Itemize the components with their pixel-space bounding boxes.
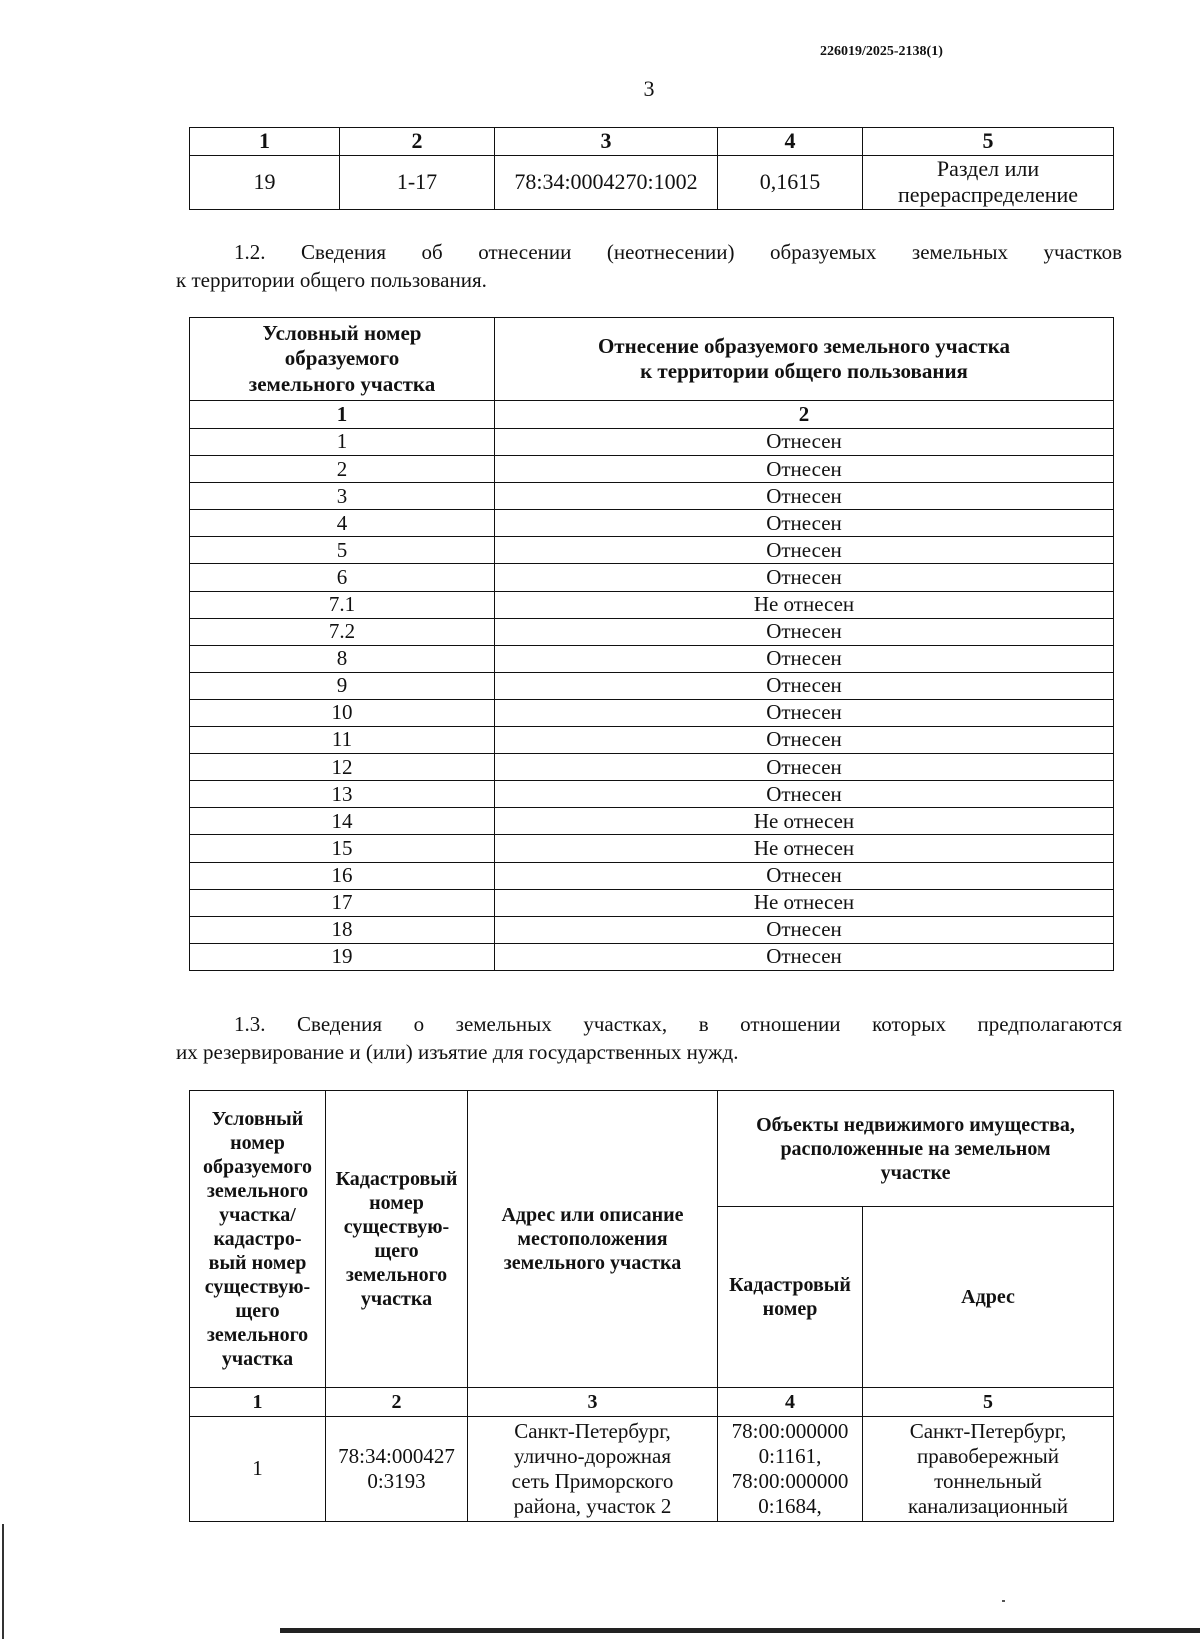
header-line: земельного bbox=[345, 1264, 448, 1286]
formation-method bbox=[863, 156, 1114, 210]
address-description bbox=[468, 1417, 718, 1522]
cadastral-number: 78:34:0004270:1002 bbox=[495, 156, 718, 210]
header-plot-number bbox=[190, 1091, 326, 1388]
assignment-status: Отнесен bbox=[495, 510, 1114, 537]
table-row bbox=[190, 916, 1114, 943]
header-plot-number bbox=[190, 318, 495, 401]
table-row bbox=[190, 943, 1114, 970]
assignment-status: Не отнесен bbox=[495, 889, 1114, 916]
header-line: существую- bbox=[343, 1216, 450, 1238]
plot-number: 3 bbox=[190, 483, 495, 510]
table-row bbox=[190, 537, 1114, 564]
cadastral-number bbox=[326, 1417, 468, 1522]
table-continuation bbox=[189, 127, 1114, 210]
plot-number: 14 bbox=[190, 808, 495, 835]
header-line: номер bbox=[230, 1132, 285, 1154]
assignment-status: Отнесен bbox=[495, 781, 1114, 808]
header-line: Условный bbox=[211, 1108, 304, 1130]
column-number: 5 bbox=[863, 1388, 1114, 1417]
scan-dot bbox=[1002, 1600, 1005, 1602]
plot-number: 13 bbox=[190, 781, 495, 808]
cell-line: правобережный bbox=[917, 1443, 1059, 1468]
cell-line: 78:34:000427 bbox=[338, 1443, 455, 1468]
header-line: Объекты недвижимого имущества, bbox=[756, 1113, 1075, 1136]
column-number: 4 bbox=[718, 1388, 863, 1417]
assignment-status: Отнесен bbox=[495, 537, 1114, 564]
table-header-row bbox=[190, 318, 1114, 401]
table-row bbox=[190, 754, 1114, 781]
header-line: щего bbox=[374, 1240, 419, 1262]
reservation-table bbox=[189, 1090, 1114, 1522]
cell-line: канализационный bbox=[907, 1494, 1069, 1519]
plot-number: 1 bbox=[190, 1417, 326, 1522]
table-row bbox=[190, 699, 1114, 726]
header-line: Условный номер bbox=[262, 321, 422, 346]
object-cadastral-numbers bbox=[718, 1417, 863, 1522]
cell-line: района, участок 2 bbox=[513, 1494, 672, 1519]
column-number: 1 bbox=[190, 128, 340, 156]
plot-number: 11 bbox=[190, 727, 495, 754]
header-line: номер bbox=[369, 1192, 424, 1214]
plot-number: 5 bbox=[190, 537, 495, 564]
header-line: Адрес или описание bbox=[501, 1204, 684, 1226]
plot-number: 7.1 bbox=[190, 591, 495, 618]
table-row bbox=[190, 889, 1114, 916]
paragraph-line: 1.3. Сведения о земельных участках, в отношении которых предполагаются bbox=[234, 1012, 1122, 1036]
header-object-cadastral-number bbox=[718, 1207, 863, 1388]
assignment-status: Отнесен bbox=[495, 699, 1114, 726]
object-address bbox=[863, 1417, 1114, 1522]
header-line: земельного участка bbox=[503, 1252, 682, 1274]
cell-line: 78:00:000000 bbox=[731, 1469, 849, 1493]
plot-number: 17 bbox=[190, 889, 495, 916]
table-row bbox=[190, 727, 1114, 754]
header-line: участке bbox=[880, 1161, 951, 1184]
table-row bbox=[190, 510, 1114, 537]
header-line: образуемого bbox=[203, 1156, 312, 1178]
table-header-row bbox=[190, 1091, 1114, 1207]
plot-number: 7.2 bbox=[190, 618, 495, 645]
plot-number: 19 bbox=[190, 156, 340, 210]
table-row bbox=[190, 618, 1114, 645]
header-line: участка bbox=[360, 1288, 433, 1310]
column-number: 2 bbox=[326, 1388, 468, 1417]
paragraph-line: 1.2. Сведения об отнесении (неотнесении) образуемых земельных участков bbox=[234, 240, 1122, 264]
assignment-status: Не отнесен bbox=[495, 835, 1114, 862]
table-row bbox=[190, 429, 1114, 456]
column-numbers-row bbox=[190, 1388, 1114, 1417]
header-line: щего bbox=[235, 1300, 280, 1322]
cell-line: 0:1684, bbox=[758, 1494, 822, 1519]
header-line: земельного bbox=[206, 1324, 309, 1346]
scan-margin-line bbox=[2, 1524, 4, 1639]
assignment-status: Отнесен bbox=[495, 916, 1114, 943]
table-row bbox=[190, 156, 1114, 210]
cell-line: улично-дорожная bbox=[514, 1443, 671, 1468]
formation-method-line: перераспределение bbox=[897, 182, 1079, 208]
assignment-status: Отнесен bbox=[495, 943, 1114, 970]
assignment-status: Отнесен bbox=[495, 618, 1114, 645]
table-row bbox=[190, 591, 1114, 618]
table-row bbox=[190, 835, 1114, 862]
assignment-status: Не отнесен bbox=[495, 591, 1114, 618]
cell-line: Санкт-Петербург, bbox=[909, 1418, 1067, 1443]
header-line: местоположения bbox=[517, 1228, 668, 1250]
assignment-status: Отнесен bbox=[495, 645, 1114, 672]
cell-line: тоннельный bbox=[934, 1469, 1042, 1493]
assignment-status: Не отнесен bbox=[495, 808, 1114, 835]
plot-number: 2 bbox=[190, 456, 495, 483]
assignment-status: Отнесен bbox=[495, 429, 1114, 456]
header-line: Кадастровый bbox=[729, 1274, 851, 1296]
header-object-address: Адрес bbox=[863, 1207, 1114, 1388]
section-1-3-text bbox=[176, 1010, 1122, 1066]
table-row bbox=[190, 862, 1114, 889]
assignment-status: Отнесен bbox=[495, 672, 1114, 699]
column-number: 1 bbox=[190, 1388, 326, 1417]
plot-number: 19 bbox=[190, 943, 495, 970]
column-number: 2 bbox=[495, 401, 1114, 429]
column-number: 3 bbox=[468, 1388, 718, 1417]
header-line: участка bbox=[221, 1348, 294, 1370]
public-territory-table bbox=[189, 317, 1114, 971]
plot-number: 1 bbox=[190, 429, 495, 456]
plot-number: 8 bbox=[190, 645, 495, 672]
formation-method-line: Раздел или bbox=[936, 156, 1040, 181]
table-row bbox=[190, 808, 1114, 835]
assignment-status: Отнесен bbox=[495, 456, 1114, 483]
assignment-status: Отнесен bbox=[495, 727, 1114, 754]
header-line: земельного bbox=[206, 1180, 309, 1202]
header-line: к территории общего пользования bbox=[640, 359, 968, 383]
header-line: номер bbox=[762, 1298, 818, 1320]
column-number: 5 bbox=[863, 128, 1114, 156]
header-real-estate-objects bbox=[718, 1091, 1114, 1207]
source-plots: 1-17 bbox=[340, 156, 495, 210]
header-line: Отнесение образуемого земельного участка bbox=[597, 333, 1011, 358]
area-value: 0,1615 bbox=[718, 156, 863, 210]
header-address-description bbox=[468, 1091, 718, 1388]
table-row bbox=[190, 483, 1114, 510]
header-cadastral-number bbox=[326, 1091, 468, 1388]
table-row bbox=[190, 672, 1114, 699]
header-line: земельного участка bbox=[248, 371, 436, 396]
table-row bbox=[190, 781, 1114, 808]
document-number: 226019/2025-2138(1) bbox=[820, 44, 943, 59]
header-line: кадастро- bbox=[213, 1228, 302, 1250]
cell-line: Санкт-Петербург, bbox=[514, 1418, 671, 1443]
table-row bbox=[190, 645, 1114, 672]
plot-number: 15 bbox=[190, 835, 495, 862]
header-line: участка/ bbox=[219, 1204, 296, 1226]
plot-number: 18 bbox=[190, 916, 495, 943]
plot-number: 12 bbox=[190, 754, 495, 781]
table-row bbox=[190, 564, 1114, 591]
plot-number: 10 bbox=[190, 699, 495, 726]
column-numbers-row bbox=[190, 401, 1114, 429]
header-assignment bbox=[495, 318, 1114, 401]
paragraph-line: к территории общего пользования. bbox=[176, 268, 487, 292]
header-line: расположенные на земельном bbox=[780, 1137, 1051, 1160]
assignment-status: Отнесен bbox=[495, 754, 1114, 781]
plot-number: 4 bbox=[190, 510, 495, 537]
plot-number: 9 bbox=[190, 672, 495, 699]
table-header-row bbox=[190, 128, 1114, 156]
assignment-status: Отнесен bbox=[495, 483, 1114, 510]
column-number: 3 bbox=[495, 128, 718, 156]
page-number: 3 bbox=[643, 76, 655, 101]
header-line: существую- bbox=[204, 1276, 311, 1298]
cell-line: 0:1161, bbox=[758, 1443, 822, 1468]
cell-line: сеть Приморского bbox=[511, 1469, 674, 1493]
header-line: Кадастровый bbox=[335, 1168, 458, 1190]
header-line: образуемого bbox=[284, 346, 400, 371]
column-number: 4 bbox=[718, 128, 863, 156]
header-line: вый номер bbox=[208, 1252, 307, 1274]
column-number: 2 bbox=[340, 128, 495, 156]
cell-line: 0:3193 bbox=[367, 1469, 426, 1493]
plot-number: 6 bbox=[190, 564, 495, 591]
table-row bbox=[190, 456, 1114, 483]
column-number: 1 bbox=[190, 401, 495, 429]
paragraph-line: их резервирование и (или) изъятие для государственных нужд. bbox=[176, 1040, 739, 1064]
page-bottom-rule bbox=[280, 1628, 1200, 1633]
section-1-2-text bbox=[176, 238, 1122, 294]
table-row bbox=[190, 1417, 1114, 1522]
assignment-status: Отнесен bbox=[495, 564, 1114, 591]
assignment-status: Отнесен bbox=[495, 862, 1114, 889]
plot-number: 16 bbox=[190, 862, 495, 889]
cell-line: 78:00:000000 bbox=[731, 1418, 849, 1443]
